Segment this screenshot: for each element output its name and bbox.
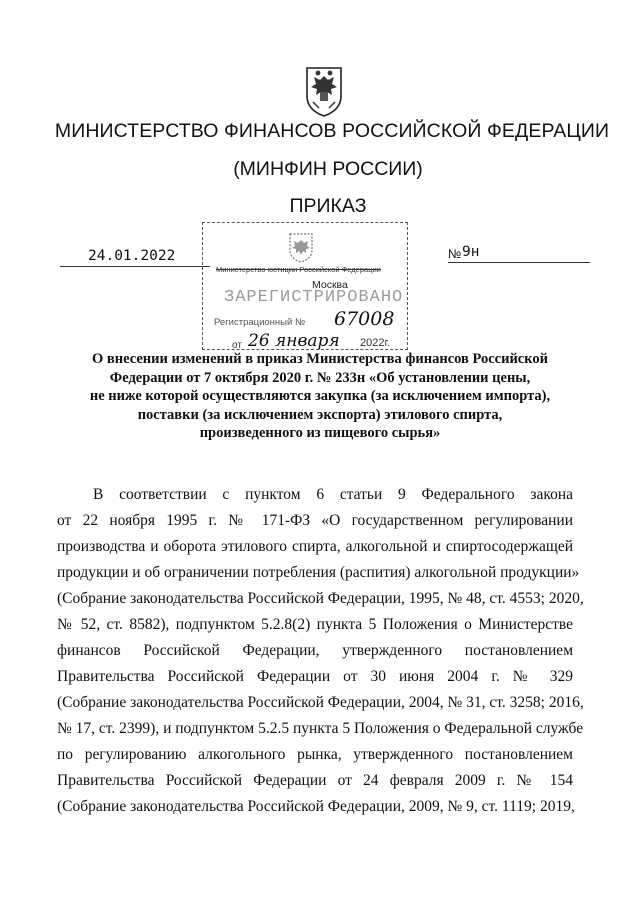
stamp-from-label: от: [232, 340, 242, 351]
number-underline: [448, 262, 590, 263]
body-line: (Собрание законодательства Российской Федерации, 1995, № 48, ст. 4553; 2020,: [57, 590, 584, 607]
body-line: № 52, ст. 8582), подпунктом 5.2.8(2) пункта 5 Положения о Министерстве: [57, 616, 573, 633]
stamp-ministry-line: Министерство юстиции Российской Федерации: [216, 265, 381, 274]
order-title: [40, 350, 600, 443]
stamp-city: Москва: [312, 279, 348, 291]
coat-of-arms-icon: [301, 62, 347, 118]
stamp-regno-label: Регистрационный №: [214, 317, 306, 328]
body-line: В соответствии с пунктом 6 статьи 9 Федерального закона: [93, 486, 573, 503]
title-line: произведенного из пищевого сырья»: [199, 425, 441, 441]
body-line: производства и оборота этилового спирта, алкогольной и спиртосодержащей: [57, 538, 573, 555]
document-type: ПРИКАЗ: [289, 195, 367, 217]
title-line: О внесении изменений в приказ Министерства финансов Российской: [92, 351, 548, 367]
ministry-short-name: (МИНФИН РОССИИ): [233, 158, 423, 180]
title-line: Федерации от 7 октября 2020 г. № 233н «Об установлении цены,: [109, 369, 531, 386]
body-line: по регулированию алкогольного рынка, утвержденного постановлением: [57, 746, 573, 763]
body-line: (Собрание законодательства Российской Федерации, 2009, № 9, ст. 1119; 2019,: [57, 798, 575, 815]
date-underline: [60, 266, 210, 267]
order-number-label: №: [448, 247, 462, 261]
ministry-name: МИНИСТЕРСТВО ФИНАНСОВ РОССИЙСКОЙ ФЕДЕРАЦИИ: [54, 120, 610, 142]
stamp-year: 2022г.: [360, 337, 391, 349]
body-line: продукции и об ограничении потребления (распития) алкогольной продукции»: [57, 564, 580, 581]
stamp-handwritten-date: 26 января: [248, 331, 340, 351]
body-line: Правительства Российской Федерации от 24 февраля 2009 г. № 154: [57, 772, 573, 789]
body-line: № 17, ст. 2399), и подпунктом 5.2.5 пункта 5 Положения о Федеральной службе: [57, 720, 584, 737]
body-line: Правительства Российской Федерации от 30 июня 2004 г. № 329: [57, 668, 573, 685]
stamp-regno: 67008: [334, 308, 395, 330]
order-date: 24.01.2022: [88, 248, 176, 264]
stamp-emblem-icon: [280, 230, 322, 264]
body-line: от 22 ноября 1995 г. № 171-ФЗ «О государственном регулировании: [57, 512, 573, 529]
stamp-registered: ЗАРЕГИСТРИРОВАНО: [224, 288, 404, 307]
order-number: 9н: [462, 244, 480, 260]
registration-stamp: [202, 222, 408, 350]
title-line: поставки (за исключением экспорта) этилового спирта,: [137, 406, 503, 423]
order-body: [57, 482, 584, 820]
title-line: не ниже которой осуществляются закупка (за исключением импорта),: [89, 388, 551, 404]
body-line: финансов Российской Федерации, утвержденного постановлением: [57, 642, 573, 659]
body-line: (Собрание законодательства Российской Федерации, 2004, № 31, ст. 3258; 2016,: [57, 694, 584, 711]
